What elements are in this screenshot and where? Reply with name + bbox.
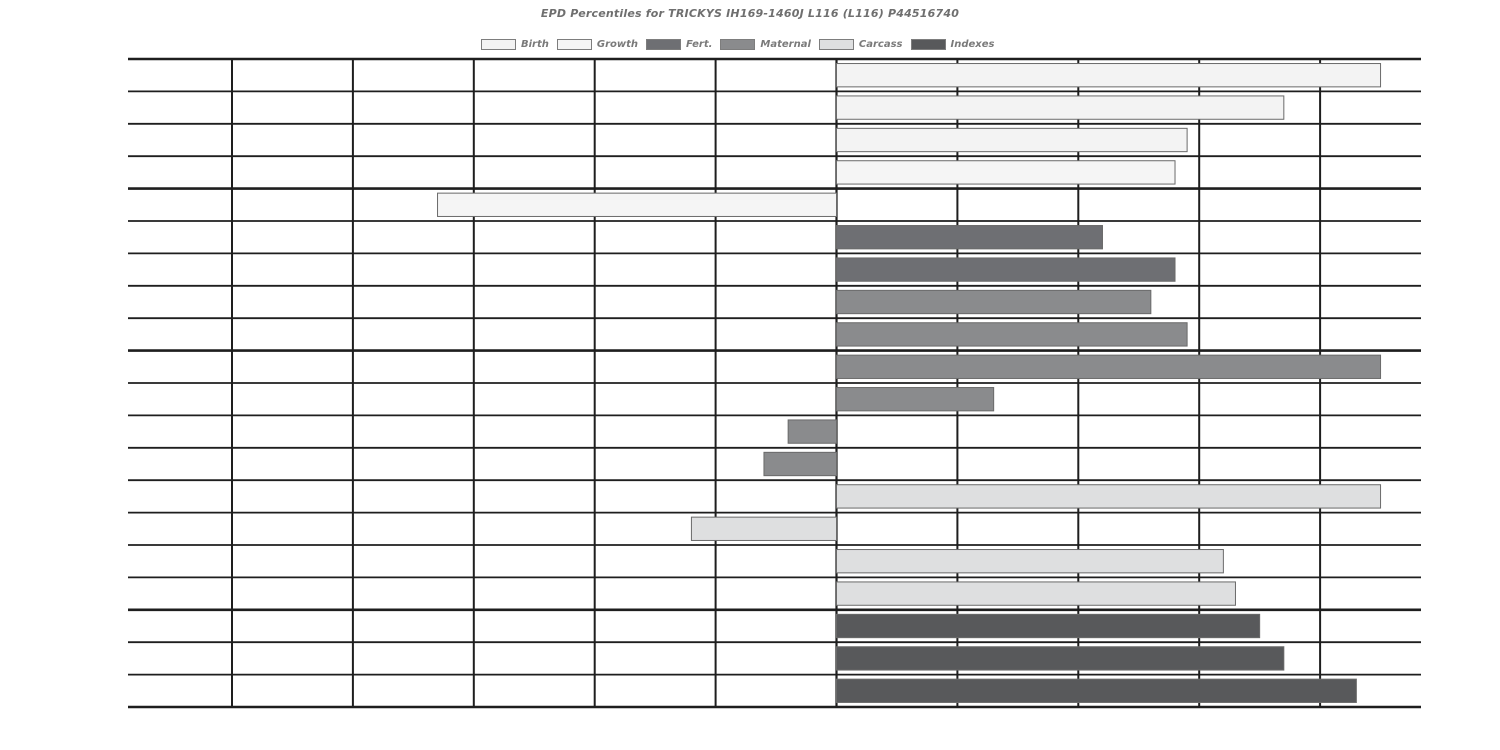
legend-label: Growth (596, 38, 639, 50)
bar-maternal (788, 420, 836, 443)
legend-label: Birth (521, 38, 549, 50)
bar-carcass (837, 485, 1381, 508)
bar-fert (837, 226, 1103, 249)
bar-indexes (837, 679, 1357, 702)
bar-maternal (837, 388, 994, 411)
bar-maternal (837, 323, 1188, 346)
chart-title: EPD Percentiles for TRICKYS IH169-1460J L116 (L116) P44516740 (540, 7, 960, 20)
bar-growth (837, 161, 1176, 184)
bar-birth (837, 96, 1284, 119)
bar-indexes (837, 614, 1260, 637)
legend-label: Fert. (686, 38, 713, 50)
bar-fert (837, 258, 1176, 281)
legend-label: Carcass (858, 38, 903, 50)
bar-maternal (837, 290, 1151, 313)
bar-maternal (837, 355, 1381, 378)
bar-carcass (837, 550, 1224, 573)
bar-carcass (837, 582, 1236, 605)
bar-growth (438, 193, 837, 216)
legend-label: Maternal (760, 38, 811, 50)
bar-birth (837, 128, 1188, 151)
legend-label: Indexes (950, 38, 995, 50)
bar-carcass (691, 517, 836, 540)
bar-birth (837, 64, 1381, 87)
row-lines (128, 59, 1421, 707)
bar-indexes (837, 647, 1284, 670)
bar-maternal (764, 452, 837, 475)
